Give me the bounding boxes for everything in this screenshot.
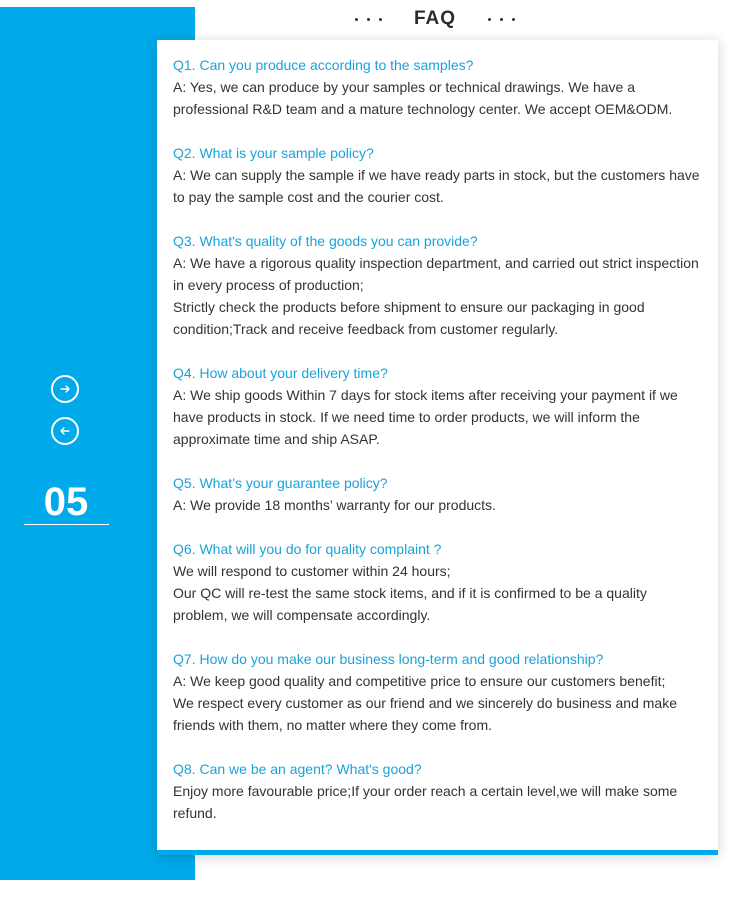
faq-answer xyxy=(173,252,704,340)
dot xyxy=(379,18,382,21)
faq-answer xyxy=(173,780,704,824)
prev-button[interactable] xyxy=(51,417,79,445)
faq-item-6 xyxy=(173,538,704,626)
dot xyxy=(500,18,503,21)
faq-answer-line: Our QC will re-test the same stock items, and if it is confirmed to be a quality problem, we will compensate accordingly. xyxy=(173,585,647,623)
header-dots-right xyxy=(488,18,515,21)
faq-answer-line: A: We ship goods Within 7 days for stock items after receiving your payment if we have products in stock. If we need time to order products, we will inform the approximate time and ship ASAP. xyxy=(173,387,678,447)
faq-item-1 xyxy=(173,54,704,120)
header-dots-left xyxy=(355,18,382,21)
dot xyxy=(367,18,370,21)
page-title: FAQ xyxy=(413,8,457,29)
faq-question: Q6. What will you do for quality complaint ? xyxy=(173,541,442,557)
faq-answer xyxy=(173,384,704,450)
faq-card xyxy=(157,40,718,855)
faq-question: Q7. How do you make our business long-term and good relationship? xyxy=(173,651,604,667)
page-number: 05 xyxy=(43,480,89,524)
faq-answer-line: Enjoy more favourable price;If your order reach a certain level,we will make some refund. xyxy=(173,783,678,821)
faq-item-3 xyxy=(173,230,704,340)
faq-answer xyxy=(173,164,704,208)
faq-answer-line: We will respond to customer within 24 hours; xyxy=(173,563,451,579)
faq-question: Q5. What’s your guarantee policy? xyxy=(173,475,388,491)
faq-answer xyxy=(173,494,704,516)
dot xyxy=(355,18,358,21)
faq-answer xyxy=(173,670,704,736)
faq-answer-line: A: We keep good quality and competitive price to ensure our customers benefit; xyxy=(173,673,666,689)
faq-question: Q4. How about your delivery time? xyxy=(173,365,388,381)
faq-item-5 xyxy=(173,472,704,516)
faq-answer-line: A: Yes, we can produce by your samples or technical drawings. We have a professional R&D team and a mature technology center. We accept OEM&ODM. xyxy=(173,79,673,117)
faq-question: Q3. What's quality of the goods you can provide? xyxy=(173,233,478,249)
faq-answer-line: A: We can supply the sample if we have ready parts in stock, but the customers have to pay the sample cost and the courier cost. xyxy=(173,167,700,205)
faq-answer xyxy=(173,76,704,120)
faq-answer-line: We respect every customer as our friend and we sincerely do business and make friends with them, no matter where they come from. xyxy=(173,695,677,733)
faq-item-7 xyxy=(173,648,704,736)
faq-question: Q1. Can you produce according to the samples? xyxy=(173,57,474,73)
next-button[interactable] xyxy=(51,375,79,403)
dot xyxy=(488,18,491,21)
faq-item-2 xyxy=(173,142,704,208)
faq-item-8 xyxy=(173,758,704,824)
arrow-left-icon xyxy=(59,425,71,437)
faq-question: Q2. What is your sample policy? xyxy=(173,145,374,161)
faq-question: Q8. Can we be an agent? What's good? xyxy=(173,761,422,777)
faq-answer xyxy=(173,560,704,626)
faq-item-4 xyxy=(173,362,704,450)
faq-answer-line: Strictly check the products before shipment to ensure our packaging in good condition;Track and receive feedback from customer regularly. xyxy=(173,299,645,337)
page-number-underline xyxy=(24,524,109,525)
faq-answer-line: A: We provide 18 months’ warranty for our products. xyxy=(173,497,496,513)
dot xyxy=(512,18,515,21)
faq-answer-line: A: We have a rigorous quality inspection department, and carried out strict inspection in every process of production; xyxy=(173,255,699,293)
faq-header xyxy=(0,4,750,34)
arrow-right-icon xyxy=(59,383,71,395)
